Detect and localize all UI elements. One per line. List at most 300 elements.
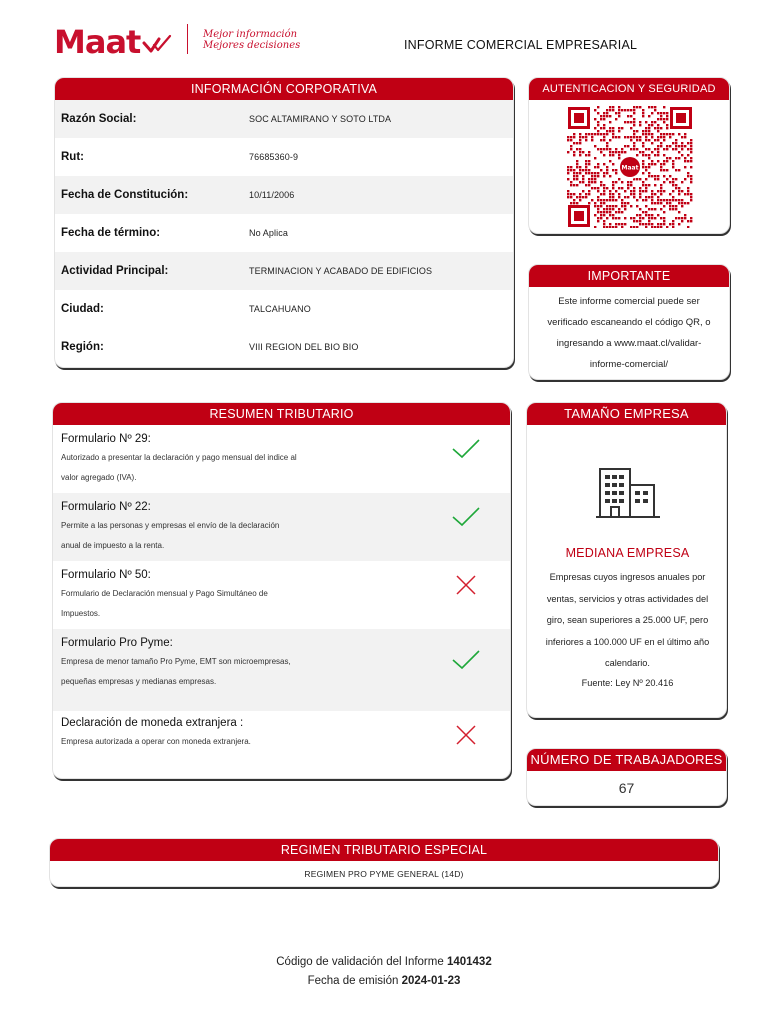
qr-module xyxy=(657,148,659,150)
qr-module xyxy=(588,154,590,156)
qr-module xyxy=(687,202,689,204)
qr-module xyxy=(669,223,671,225)
qr-module xyxy=(651,190,653,192)
qr-module xyxy=(660,184,662,186)
qr-module xyxy=(615,172,617,174)
qr-module xyxy=(618,196,620,198)
qr-module xyxy=(594,145,596,147)
qr-module xyxy=(684,202,686,204)
qr-module xyxy=(609,226,611,228)
qr-module xyxy=(603,118,605,120)
qr-module xyxy=(585,133,587,135)
qr-module xyxy=(690,181,692,183)
qr-module xyxy=(657,196,659,198)
qr-module xyxy=(654,175,656,177)
qr-module xyxy=(681,136,683,138)
qr-module xyxy=(663,163,665,165)
qr-module xyxy=(672,163,674,165)
company-size-desc-line-5: calendario. xyxy=(605,658,650,668)
qr-module xyxy=(657,145,659,147)
qr-module xyxy=(615,151,617,153)
qr-module xyxy=(588,184,590,186)
qr-module xyxy=(648,217,650,219)
qr-module xyxy=(621,148,623,150)
qr-module xyxy=(618,106,620,108)
qr-module xyxy=(633,136,635,138)
tax-item-desc xyxy=(61,732,371,752)
qr-module xyxy=(609,115,611,117)
important-line-4: informe-comercial/ xyxy=(589,359,669,370)
tax-item-desc xyxy=(61,584,371,624)
qr-module xyxy=(618,157,620,159)
qr-module xyxy=(633,142,635,144)
qr-module xyxy=(675,145,677,147)
qr-module xyxy=(609,106,611,108)
qr-module xyxy=(636,130,638,132)
qr-module xyxy=(621,202,623,204)
qr-module xyxy=(678,190,680,192)
qr-module xyxy=(684,136,686,138)
qr-module xyxy=(675,148,677,150)
qr-module xyxy=(639,217,641,219)
qr-module xyxy=(687,226,689,228)
qr-module xyxy=(600,199,602,201)
qr-module xyxy=(672,220,674,222)
qr-module xyxy=(624,145,626,147)
qr-module xyxy=(567,136,569,138)
qr-module xyxy=(681,202,683,204)
qr-module xyxy=(573,136,575,138)
qr-module xyxy=(612,184,614,186)
qr-module xyxy=(618,211,620,213)
qr-module xyxy=(666,124,668,126)
qr-module xyxy=(573,175,575,177)
qr-module xyxy=(660,169,662,171)
qr-module xyxy=(654,217,656,219)
qr-module xyxy=(573,142,575,144)
qr-module xyxy=(636,220,638,222)
qr-module xyxy=(651,163,653,165)
special-tax-regime-value: REGIMEN PRO PYME GENERAL (14D) xyxy=(304,869,464,879)
qr-module xyxy=(633,196,635,198)
qr-module xyxy=(663,136,665,138)
qr-module xyxy=(618,112,620,114)
qr-module xyxy=(579,199,581,201)
qr-module xyxy=(666,157,668,159)
qr-module xyxy=(594,172,596,174)
tax-summary-title: RESUMEN TRIBUTARIO xyxy=(53,403,510,425)
qr-module xyxy=(603,148,605,150)
qr-module xyxy=(579,142,581,144)
qr-module xyxy=(666,178,668,180)
qr-module xyxy=(567,169,569,171)
qr-module xyxy=(594,133,596,135)
qr-module xyxy=(612,187,614,189)
qr-module xyxy=(660,190,662,192)
qr-module xyxy=(642,190,644,192)
qr-module xyxy=(576,148,578,150)
qr-code[interactable] xyxy=(567,106,693,228)
qr-module xyxy=(603,163,605,165)
qr-module xyxy=(579,154,581,156)
qr-module xyxy=(603,199,605,201)
qr-module xyxy=(606,205,608,207)
qr-module xyxy=(612,196,614,198)
qr-module xyxy=(648,196,650,198)
qr-module xyxy=(657,136,659,138)
qr-module xyxy=(582,175,584,177)
qr-module xyxy=(597,112,599,114)
qr-module xyxy=(606,211,608,213)
qr-module xyxy=(666,169,668,171)
qr-module xyxy=(654,193,656,195)
qr-module xyxy=(663,205,665,207)
qr-module xyxy=(585,196,587,198)
qr-module xyxy=(567,196,569,198)
qr-module xyxy=(666,115,668,117)
qr-module xyxy=(657,175,659,177)
corp-value: VIII REGION DEL BIO BIO xyxy=(249,342,359,352)
qr-module xyxy=(624,208,626,210)
qr-module xyxy=(573,151,575,153)
qr-module xyxy=(651,142,653,144)
important-line-2: verificado escaneando el código QR, o xyxy=(547,317,711,328)
qr-module xyxy=(591,181,593,183)
qr-module xyxy=(597,190,599,192)
qr-module xyxy=(612,226,614,228)
corp-value: 76685360-9 xyxy=(249,152,299,162)
qr-module xyxy=(585,154,587,156)
corp-value: TERMINACION Y ACABADO DE EDIFICIOS xyxy=(249,266,433,276)
qr-module xyxy=(594,187,596,189)
qr-module xyxy=(642,211,644,213)
qr-module xyxy=(579,151,581,153)
qr-module xyxy=(636,139,638,141)
qr-module xyxy=(651,226,653,228)
qr-module xyxy=(603,172,605,174)
qr-module xyxy=(603,208,605,210)
qr-module xyxy=(684,214,686,216)
qr-module xyxy=(603,136,605,138)
qr-module xyxy=(684,160,686,162)
qr-module xyxy=(657,151,659,153)
qr-module xyxy=(633,133,635,135)
qr-module xyxy=(597,196,599,198)
qr-module xyxy=(576,160,578,162)
qr-module xyxy=(666,133,668,135)
qr-module xyxy=(642,112,644,114)
tax-item-desc-line-1: Autorizado a presentar la declaración y pago mensual del indice al xyxy=(61,453,297,462)
qr-module xyxy=(585,139,587,141)
qr-module xyxy=(669,181,671,183)
qr-module xyxy=(672,160,674,162)
qr-module xyxy=(681,220,683,222)
qr-module xyxy=(663,175,665,177)
qr-module xyxy=(654,178,656,180)
qr-module xyxy=(621,199,623,201)
qr-module xyxy=(663,139,665,141)
qr-module xyxy=(678,217,680,219)
qr-module xyxy=(588,172,590,174)
qr-module xyxy=(609,190,611,192)
qr-module xyxy=(576,172,578,174)
qr-module xyxy=(630,217,632,219)
tax-item-title: Declaración de moneda extranjera : xyxy=(61,717,244,729)
qr-module xyxy=(675,157,677,159)
qr-module xyxy=(630,121,632,123)
qr-module xyxy=(663,217,665,219)
qr-module xyxy=(678,223,680,225)
company-size-name: MEDIANA EMPRESA xyxy=(565,546,690,560)
special-tax-regime-card xyxy=(49,838,719,887)
qr-module xyxy=(630,226,632,228)
qr-module xyxy=(612,106,614,108)
qr-module xyxy=(648,214,650,216)
qr-module xyxy=(672,199,674,201)
qr-module xyxy=(639,124,641,126)
tax-summary-card xyxy=(52,402,511,779)
qr-module xyxy=(654,139,656,141)
qr-module xyxy=(630,109,632,111)
qr-module xyxy=(675,184,677,186)
qr-module xyxy=(570,184,572,186)
qr-module xyxy=(576,178,578,180)
qr-module xyxy=(612,217,614,219)
qr-module xyxy=(615,190,617,192)
qr-module xyxy=(675,139,677,141)
building-icon xyxy=(596,463,660,521)
qr-module xyxy=(639,178,641,180)
qr-module xyxy=(609,121,611,123)
corp-value: SOC ALTAMIRANO Y SOTO LTDA xyxy=(249,114,392,124)
company-size-desc-line-1: Empresas cuyos ingresos anuales por xyxy=(549,572,706,582)
tax-item-desc-line-2: pequeñas empresas y medianas empresas. xyxy=(61,677,217,686)
qr-module xyxy=(663,112,665,114)
qr-module xyxy=(588,202,590,204)
qr-module xyxy=(594,214,596,216)
qr-module xyxy=(687,190,689,192)
qr-module xyxy=(600,115,602,117)
tagline-line-1: Mejor información xyxy=(203,29,298,40)
qr-module xyxy=(612,193,614,195)
qr-module xyxy=(588,163,590,165)
qr-module xyxy=(648,148,650,150)
qr-module xyxy=(618,109,620,111)
corp-row xyxy=(55,328,513,366)
qr-module xyxy=(567,190,569,192)
qr-module xyxy=(672,148,674,150)
qr-module xyxy=(636,148,638,150)
qr-module xyxy=(660,193,662,195)
qr-module xyxy=(609,130,611,132)
qr-module xyxy=(633,118,635,120)
qr-module xyxy=(690,157,692,159)
qr-module xyxy=(639,121,641,123)
qr-module xyxy=(600,184,602,186)
tax-item-title: Formulario Nº 22: xyxy=(61,501,151,513)
qr-module xyxy=(630,205,632,207)
qr-module xyxy=(618,193,620,195)
qr-module xyxy=(603,187,605,189)
qr-module xyxy=(642,199,644,201)
qr-module xyxy=(570,148,572,150)
header xyxy=(0,0,768,72)
qr-module xyxy=(600,169,602,171)
qr-module xyxy=(681,205,683,207)
qr-module xyxy=(624,205,626,207)
tax-item xyxy=(53,425,511,493)
qr-module xyxy=(588,151,590,153)
qr-module xyxy=(660,223,662,225)
qr-module xyxy=(585,169,587,171)
qr-module xyxy=(663,223,665,225)
qr-module xyxy=(600,205,602,207)
qr-module xyxy=(609,196,611,198)
qr-module xyxy=(579,133,581,135)
tax-item-title: Formulario Nº 50: xyxy=(61,569,151,581)
qr-module xyxy=(624,202,626,204)
qr-module xyxy=(672,208,674,210)
qr-module xyxy=(603,190,605,192)
qr-module xyxy=(582,169,584,171)
qr-module xyxy=(579,193,581,195)
qr-module xyxy=(651,151,653,153)
qr-module xyxy=(651,175,653,177)
qr-module xyxy=(597,124,599,126)
qr-module xyxy=(594,127,596,129)
qr-module xyxy=(681,148,683,150)
qr-module xyxy=(606,226,608,228)
qr-module xyxy=(588,181,590,183)
qr-module xyxy=(678,202,680,204)
qr-module xyxy=(597,211,599,213)
qr-module xyxy=(606,145,608,147)
important-card xyxy=(528,264,730,380)
qr-module xyxy=(657,214,659,216)
logo-text: Maat xyxy=(54,23,141,61)
qr-module xyxy=(663,220,665,222)
qr-module xyxy=(612,151,614,153)
tax-item xyxy=(53,561,511,629)
qr-module xyxy=(660,112,662,114)
qr-module xyxy=(618,154,620,156)
qr-module xyxy=(657,199,659,201)
maat-logo xyxy=(54,22,172,62)
qr-module xyxy=(615,226,617,228)
qr-module xyxy=(645,136,647,138)
qr-module xyxy=(654,127,656,129)
qr-module xyxy=(573,199,575,201)
qr-module xyxy=(579,196,581,198)
qr-module xyxy=(621,109,623,111)
qr-module xyxy=(612,181,614,183)
logo-divider xyxy=(187,24,188,54)
qr-module xyxy=(690,151,692,153)
qr-module xyxy=(615,181,617,183)
qr-module xyxy=(672,142,674,144)
qr-module xyxy=(630,115,632,117)
qr-module xyxy=(639,193,641,195)
qr-module xyxy=(663,121,665,123)
qr-module xyxy=(630,184,632,186)
qr-module xyxy=(645,169,647,171)
qr-module xyxy=(633,106,635,108)
qr-module xyxy=(615,118,617,120)
qr-module xyxy=(663,190,665,192)
qr-module xyxy=(654,109,656,111)
qr-module xyxy=(600,151,602,153)
qr-module xyxy=(690,196,692,198)
qr-module xyxy=(603,184,605,186)
qr-module xyxy=(663,133,665,135)
qr-module xyxy=(573,133,575,135)
qr-module xyxy=(570,136,572,138)
qr-module xyxy=(594,175,596,177)
tax-item xyxy=(53,629,511,711)
qr-module xyxy=(666,202,668,204)
qr-module xyxy=(657,130,659,132)
qr-module xyxy=(582,178,584,180)
qr-module xyxy=(663,106,665,108)
qr-module xyxy=(597,130,599,132)
qr-module xyxy=(567,139,569,141)
qr-module xyxy=(609,139,611,141)
qr-module xyxy=(576,184,578,186)
qr-module xyxy=(609,199,611,201)
qr-module xyxy=(624,196,626,198)
qr-module xyxy=(630,127,632,129)
qr-module xyxy=(609,205,611,207)
qr-module xyxy=(606,169,608,171)
qr-module xyxy=(585,172,587,174)
qr-module xyxy=(612,208,614,210)
qr-module xyxy=(690,148,692,150)
qr-module xyxy=(612,214,614,216)
qr-module xyxy=(687,220,689,222)
qr-module xyxy=(642,145,644,147)
qr-module xyxy=(678,145,680,147)
qr-module xyxy=(633,193,635,195)
qr-module xyxy=(660,136,662,138)
qr-module xyxy=(678,193,680,195)
tax-item xyxy=(53,493,511,561)
qr-module xyxy=(678,151,680,153)
qr-module xyxy=(666,226,668,228)
qr-module xyxy=(639,223,641,225)
qr-module xyxy=(627,121,629,123)
cross-icon xyxy=(451,723,481,747)
qr-module xyxy=(642,142,644,144)
qr-module xyxy=(636,106,638,108)
qr-module xyxy=(639,214,641,216)
qr-module xyxy=(645,148,647,150)
qr-module xyxy=(690,217,692,219)
qr-module xyxy=(642,151,644,153)
qr-module xyxy=(672,178,674,180)
qr-module xyxy=(612,130,614,132)
qr-module xyxy=(672,196,674,198)
qr-module xyxy=(648,130,650,132)
qr-module xyxy=(600,127,602,129)
qr-module xyxy=(645,178,647,180)
corp-row xyxy=(55,252,513,290)
qr-module xyxy=(621,223,623,225)
qr-module xyxy=(633,220,635,222)
qr-module xyxy=(657,112,659,114)
company-size-desc-line-4: inferiores a 100.000 UF en el último año xyxy=(545,636,710,647)
qr-module xyxy=(651,223,653,225)
corp-label: Actividad Principal: xyxy=(61,265,169,277)
